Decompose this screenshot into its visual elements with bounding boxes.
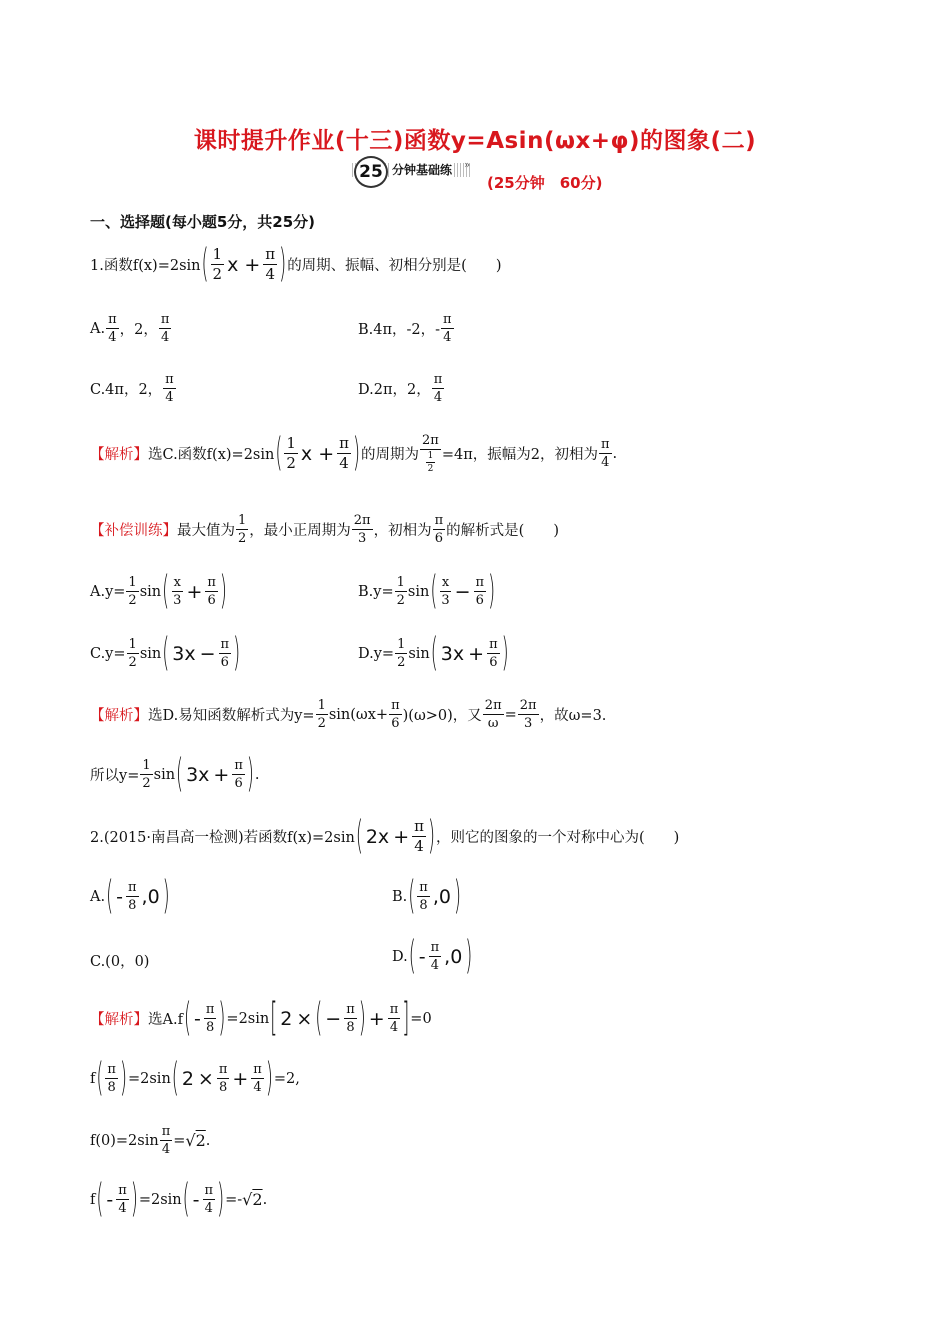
comp-option-b: B.y= $\frac{1}{2}$ sin ( $\frac{x}{3}$ − $\frac{\pi}{6}$ ) <box>358 568 496 615</box>
q1-option-d: D.2π，2， $\frac{\pi}{4}$ <box>358 372 443 405</box>
timing-note: (25分钟 60分) <box>487 174 603 192</box>
comp-option-a: A.y= $\frac{1}{2}$ sin ( $\frac{x}{3}$ + $\frac{\pi}{6}$ ) <box>90 568 227 615</box>
q1-option-a: A. $\frac{\pi}{4}$ ，2， $\frac{\pi}{4}$ <box>90 312 170 345</box>
q1-option-c: C.4π，2， $\frac{\pi}{4}$ <box>90 372 174 405</box>
q2-analysis-line3: f(0)=2sin $\frac{\pi}{4}$ = √2 . <box>90 1124 211 1157</box>
comp-option-c: C.y= $\frac{1}{2}$ sin ( 3x − $\frac{\pi}{6}$ ) <box>90 630 241 677</box>
q2-option-d: D. ( - $\frac{\pi}{4}$ ,0 ) <box>392 933 473 980</box>
q2-option-c: C.(0，0) <box>90 954 150 970</box>
q2-option-b: B. ( $\frac{\pi}{8}$ ,0 ) <box>392 873 462 920</box>
comp-stem: 【补偿训练】 最大值为 $\frac{1}{2}$ ，最小正周期为 $\frac{2\pi}{3}$ ，初相为 $\frac{\pi}{6}$ 的解析式是( ) <box>90 513 559 546</box>
sqrt-2: √2 <box>242 1190 263 1209</box>
page-title: 课时提升作业(十三)函数y=Asin(ωx+φ)的图象(二) <box>193 128 757 154</box>
q1-option-b: B.4π，-2，- $\frac{\pi}{4}$ <box>358 312 452 345</box>
sqrt-2: √2 <box>185 1131 206 1150</box>
q1-stem: 1.函数f(x)=2sin ( $\frac{1}{2}$ x + $\frac{\pi}{4}$ ) 的周期、振幅、初相分别是( ) <box>90 241 502 288</box>
q2-analysis-line2: f ( $\frac{\pi}{8}$ ) =2sin ( 2 × $\frac{\pi}{8}$ + $\frac{\pi}{4}$ ) =2, <box>90 1055 300 1102</box>
q1-analysis: 【解析】 选C.函数f(x)=2sin ( $\frac{1}{2}$ x + $\frac{\pi}{4}$ ) 的周期为 $\frac{2\pi}{\frac{1}{2}}$ =4π，振幅为2，初相为 $\frac{\pi}{4}$ . <box>90 430 618 477</box>
comp-option-d: D.y= $\frac{1}{2}$ sin ( 3x + $\frac{\pi}{6}$ ) <box>358 630 509 677</box>
q2-analysis-line4: f ( - $\frac{\pi}{4}$ ) =2sin ( - $\frac{\pi}{4}$ ) =- √2 . <box>90 1176 268 1223</box>
badge-number: 25 <box>354 156 388 188</box>
chevron-right-icon: » <box>464 160 471 171</box>
q2-option-a: A. ( - $\frac{\pi}{8}$ ,0 ) <box>90 873 170 920</box>
q2-analysis-line1: 【解析】 选A.f ( - $\frac{\pi}{8}$ ) =2sin [ 2 × ( − $\frac{\pi}{8}$ ) + $\frac{\pi}{4}$ ] =0 <box>90 995 432 1042</box>
badge-label: 分钟基础练 <box>392 163 453 177</box>
comp-analysis: 【解析】 选D.易知函数解析式为y= $\frac{1}{2}$ sin(ωx+ $\frac{\pi}{6}$ )(ω>0)，又 $\frac{2\pi}{\omega}$ = $\frac{2\pi}{3}$ ，故ω=3. <box>90 698 607 731</box>
comp-conclusion: 所以y= $\frac{1}{2}$ sin ( 3x + $\frac{\pi}{6}$ ) . <box>90 751 260 798</box>
q2-stem: 2.(2015·南昌高一检测)若函数f(x)=2sin ( 2x + $\frac{\pi}{4}$ ) ，则它的图象的一个对称中心为( ) <box>90 813 680 860</box>
time-badge <box>350 155 480 185</box>
section-heading: 一、选择题(每小题5分，共25分) <box>90 213 316 231</box>
